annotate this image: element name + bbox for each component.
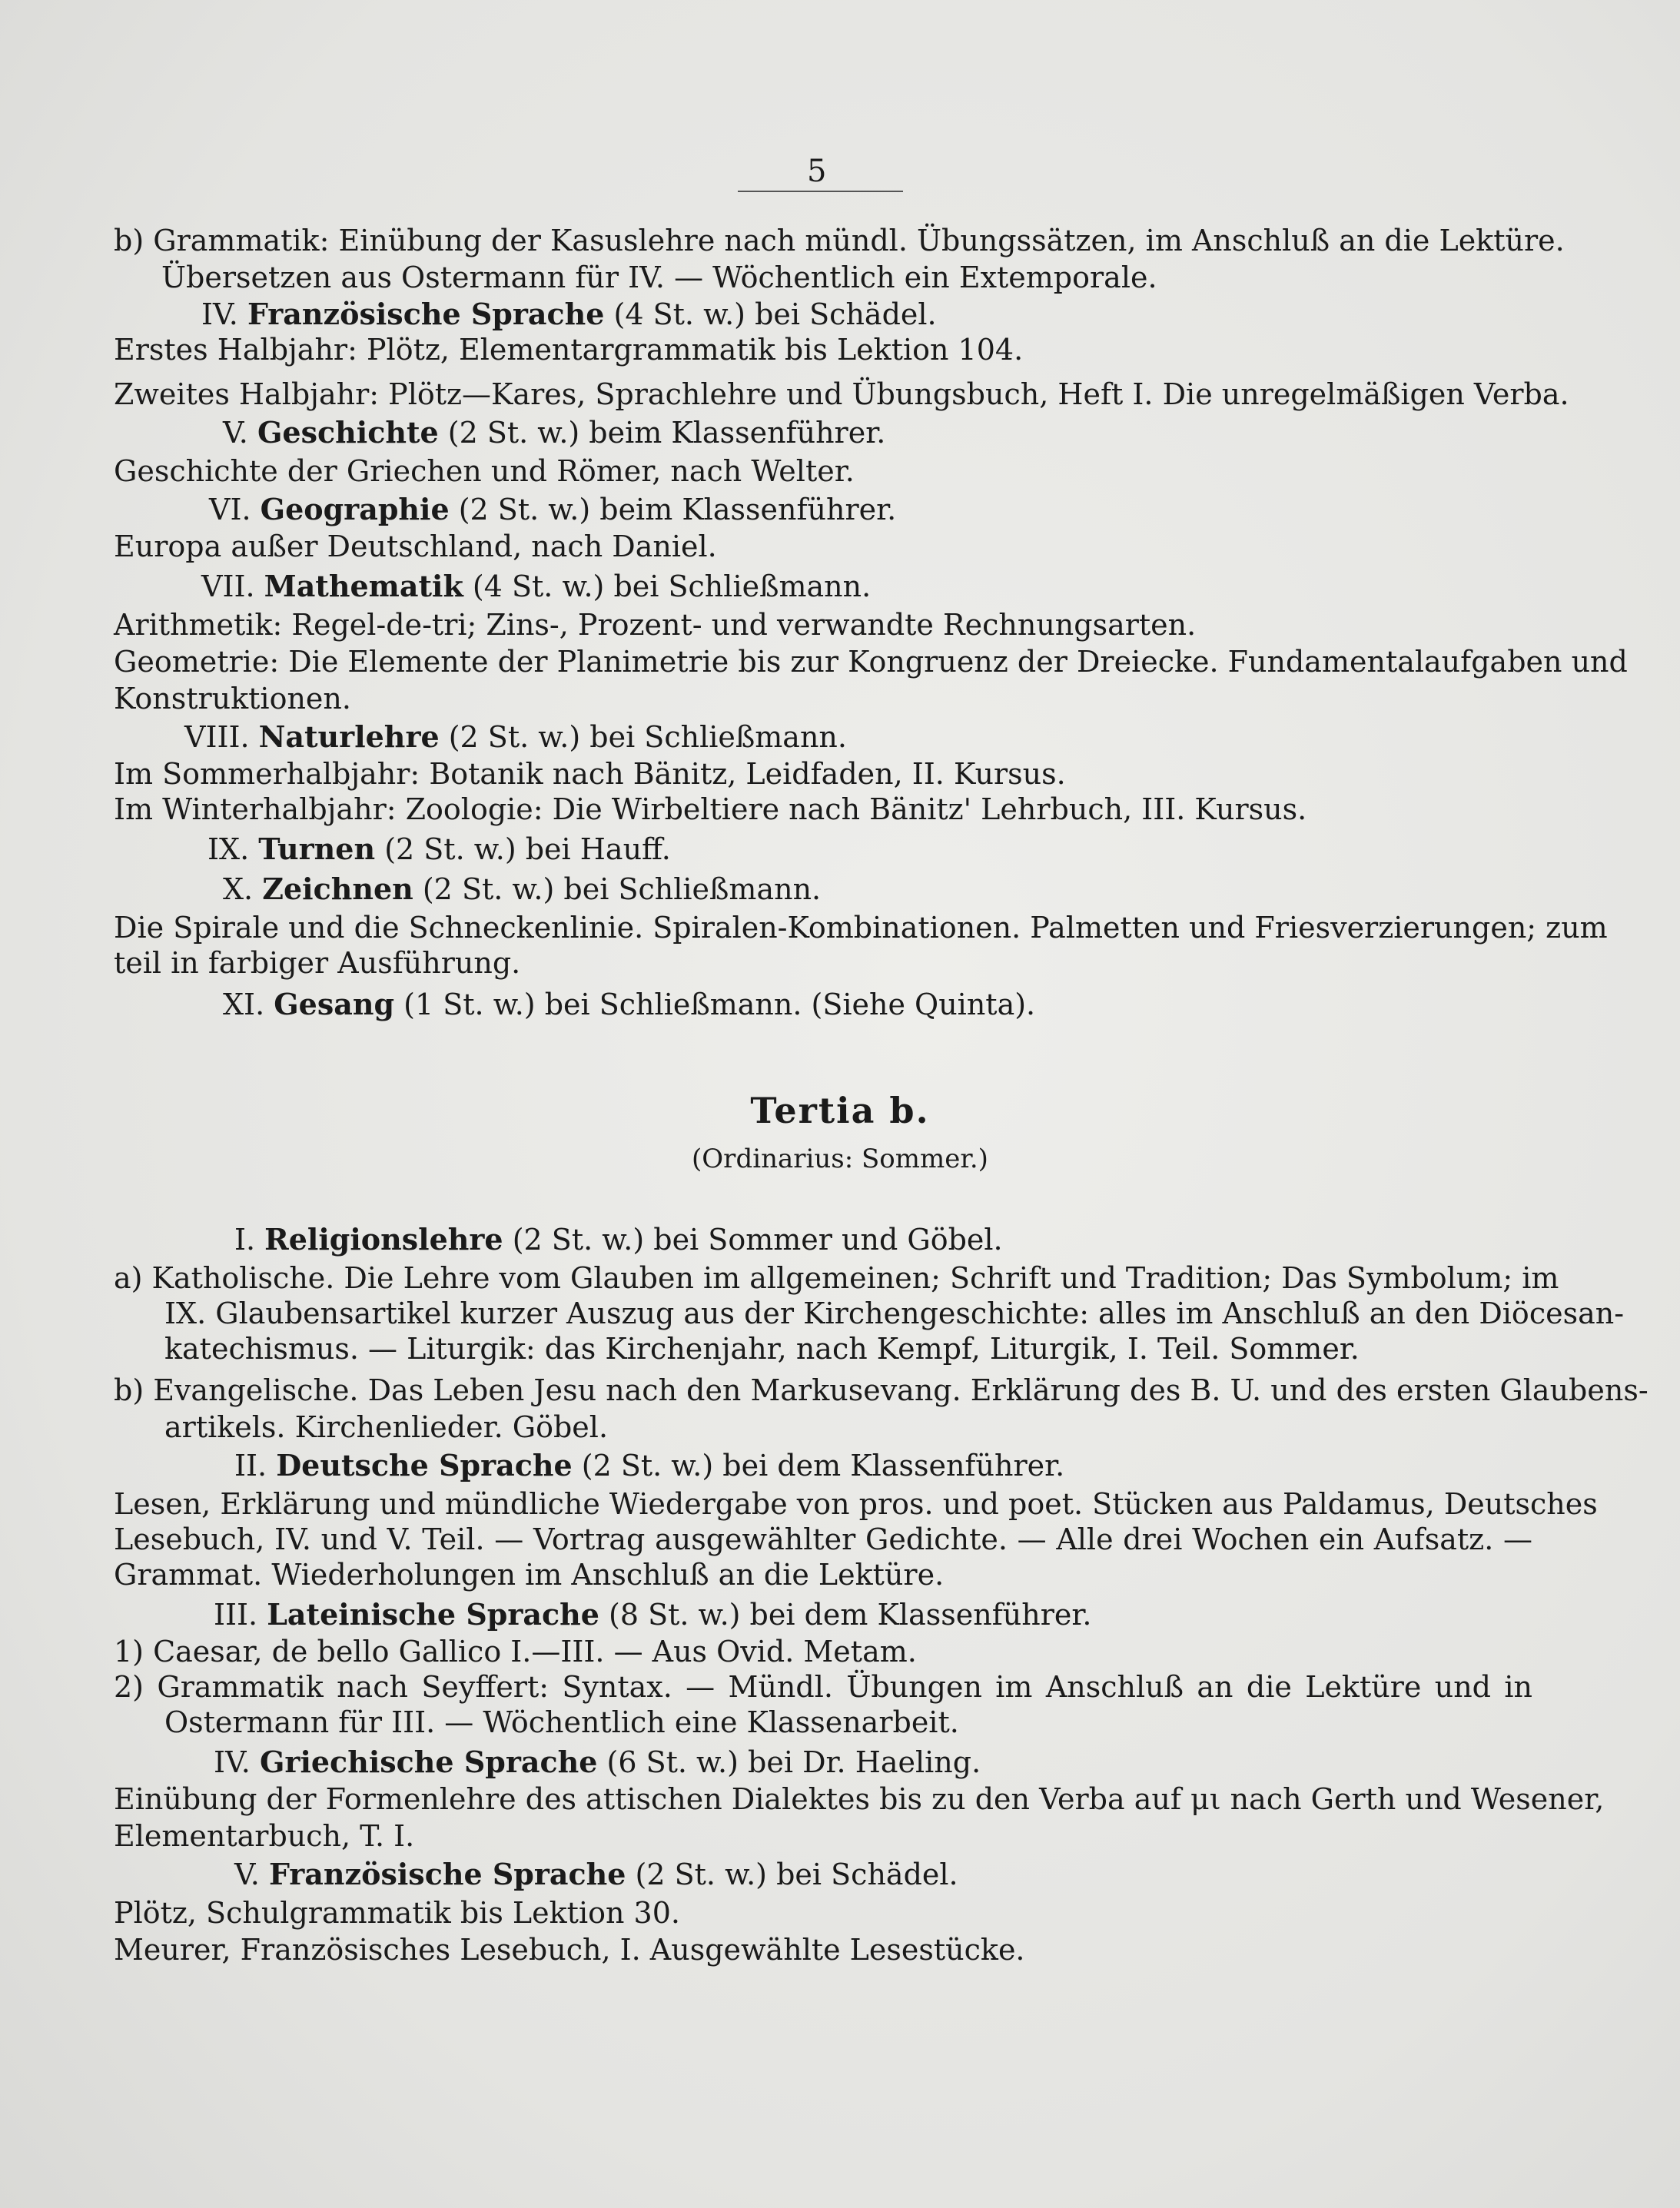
text-line xyxy=(214,1745,1532,1780)
line-text: Ostermann für III. — Wöchentlich eine Klassenarbeit. xyxy=(164,1705,959,1739)
line-text: Lesebuch, IV. und V. Teil. — Vortrag ausgewählter Gedichte. — Alle drei Wochen ein Aufsatz. — xyxy=(114,1522,1532,1556)
subject-heading: Gesang xyxy=(274,987,395,1021)
line-text: Plötz, Schulgrammatik bis Lektion 30. xyxy=(114,1896,680,1930)
line-text: Lesen, Erklärung und mündliche Wiedergabe von pros. und poet. Stücken aus Paldamus, Deutsches xyxy=(114,1487,1598,1521)
line-text: II. xyxy=(234,1449,277,1483)
line-text: IX. xyxy=(208,832,259,866)
line-text: Übersetzen aus Ostermann für IV. — Wöchentlich ein Extemporale. xyxy=(161,261,1157,294)
text-line xyxy=(114,1818,1532,1854)
text-line xyxy=(209,492,1532,527)
text-line xyxy=(114,1781,1605,1817)
line-text: Elementarbuch, T. I. xyxy=(114,1819,415,1853)
line-text: III. xyxy=(214,1598,267,1632)
line-text-after: (8 St. w.) bei dem Klassenführer. xyxy=(599,1598,1092,1632)
line-text: Konstruktionen. xyxy=(114,682,351,716)
text-line xyxy=(114,1557,1532,1592)
text-line xyxy=(114,1932,1532,1967)
text-line xyxy=(234,1222,1532,1257)
line-text-after: (2 St. w.) bei Hauff. xyxy=(375,832,671,866)
text-line xyxy=(114,529,1532,564)
text-line xyxy=(114,223,1565,258)
line-text: VII. xyxy=(201,569,264,603)
text-line xyxy=(164,1331,1532,1366)
text-line xyxy=(114,1373,1648,1408)
text-line xyxy=(184,719,1532,755)
line-text: Geschichte der Griechen und Römer, nach Welter. xyxy=(114,454,855,488)
section-title: Tertia b. xyxy=(750,1090,930,1131)
line-text: 1) Caesar, de bello Gallico I.—III. — Aus Ovid. Metam. xyxy=(114,1635,917,1668)
line-text: teil in farbiger Ausführung. xyxy=(114,946,521,980)
subject-heading: Mathematik xyxy=(264,569,463,603)
line-text: VI. xyxy=(209,493,261,526)
text-line xyxy=(114,792,1532,827)
text-line xyxy=(114,1260,1559,1296)
text-line xyxy=(201,569,1532,604)
line-text: b) Evangelische. Das Leben Jesu nach den Markusevang. Erklärung des B. U. und des ersten Glaubens- xyxy=(114,1373,1648,1407)
subject-heading: Geographie xyxy=(260,492,450,526)
line-text: Im Winterhalbjahr: Zoologie: Die Wirbeltiere nach Bänitz' Lehrbuch, III. Kursus. xyxy=(114,792,1307,826)
line-text: IV. xyxy=(214,1745,260,1779)
line-text: VIII. xyxy=(184,720,259,754)
line-text: Europa außer Deutschland, nach Daniel. xyxy=(114,530,717,563)
text-line xyxy=(114,1634,1532,1669)
subject-heading: Deutsche Sprache xyxy=(276,1448,573,1483)
line-text-after: (2 St. w.) bei Schädel. xyxy=(626,1858,958,1891)
text-line xyxy=(114,681,1532,716)
line-text: Einübung der Formenlehre des attischen Dialektes bis zu den Verba auf μι nach Gerth und Wesener, xyxy=(114,1782,1605,1816)
subject-heading: Französische Sprache xyxy=(247,297,605,331)
text-line xyxy=(201,297,1532,332)
line-text: b) Grammatik: Einübung der Kasuslehre nach mündl. Übungssätzen, im Anschluß an die Lektüre. xyxy=(114,224,1565,257)
line-text-after: (2 St. w.) beim Klassenführer. xyxy=(449,493,897,526)
text-line xyxy=(114,607,1532,642)
text-line xyxy=(114,1522,1532,1557)
section-subtitle: (Ordinarius: Sommer.) xyxy=(692,1144,988,1174)
text-line xyxy=(114,377,1569,412)
text-line xyxy=(214,1597,1532,1632)
line-text: I. xyxy=(234,1223,265,1257)
line-text: Zweites Halbjahr: Plötz—Kares, Sprachlehre und Übungsbuch, Heft I. Die unregelmäßigen Verba. xyxy=(114,377,1569,411)
line-text: Geometrie: Die Elemente der Planimetrie bis zur Kongruenz der Dreiecke. Fundamentalaufgaben und xyxy=(114,645,1628,679)
line-text: Arithmetik: Regel-de-tri; Zins-, Prozent- und verwandte Rechnungsarten. xyxy=(114,608,1197,642)
subject-heading: Griechische Sprache xyxy=(259,1745,598,1779)
text-line xyxy=(164,1705,1532,1740)
line-text-after: (4 St. w.) bei Schädel. xyxy=(604,297,937,331)
line-text: Grammat. Wiederholungen im Anschluß an die Lektüre. xyxy=(114,1558,945,1592)
subject-heading: Lateinische Sprache xyxy=(267,1597,599,1632)
line-text: IX. Glaubensartikel kurzer Auszug aus der Kirchengeschichte: alles im Anschluß an den Diöcesan- xyxy=(164,1297,1625,1330)
line-text: X. xyxy=(223,872,263,906)
text-line xyxy=(223,987,1532,1022)
line-text: V. xyxy=(223,416,257,450)
line-text-after: (2 St. w.) bei Schließmann. xyxy=(413,872,822,906)
text-line xyxy=(223,415,1532,450)
text-line xyxy=(114,1895,1532,1931)
text-line xyxy=(114,1486,1598,1522)
text-line xyxy=(114,945,1532,981)
text-line xyxy=(114,1669,1532,1705)
text-line xyxy=(114,644,1628,679)
line-text: Die Spirale und die Schneckenlinie. Spiralen-Kombinationen. Palmetten und Friesverzierungen; zum xyxy=(114,911,1608,945)
line-text: katechismus. — Liturgik: das Kirchenjahr, nach Kempf, Liturgik, I. Teil. Sommer. xyxy=(164,1332,1360,1366)
subject-heading: Religionslehre xyxy=(264,1222,503,1257)
text-line xyxy=(164,1409,1532,1445)
text-line xyxy=(114,910,1608,945)
page-number-rule xyxy=(738,191,903,192)
line-text: Meurer, Französisches Lesebuch, I. Ausgewählte Lesestücke. xyxy=(114,1933,1025,1967)
line-text: V. xyxy=(234,1858,269,1891)
line-text-after: (2 St. w.) bei dem Klassenführer. xyxy=(572,1449,1065,1483)
text-line xyxy=(164,1296,1625,1331)
text-line xyxy=(161,260,1532,295)
subject-heading: Geschichte xyxy=(257,415,439,450)
line-text-after: (1 St. w.) bei Schließmann. (Siehe Quinta). xyxy=(394,988,1036,1021)
text-line xyxy=(223,872,1532,907)
subject-heading: Zeichnen xyxy=(262,872,413,906)
text-line xyxy=(234,1857,1532,1892)
text-line xyxy=(114,453,1532,489)
line-text: Im Sommerhalbjahr: Botanik nach Bänitz, Leidfaden, II. Kursus. xyxy=(114,757,1066,791)
page-number: 5 xyxy=(807,154,827,189)
line-text: IV. xyxy=(201,297,247,331)
subject-heading: Französische Sprache xyxy=(268,1857,626,1891)
line-text-after: (4 St. w.) bei Schließmann. xyxy=(463,569,872,603)
line-text: Erstes Halbjahr: Plötz, Elementargrammatik bis Lektion 104. xyxy=(114,333,1024,367)
line-text: artikels. Kirchenlieder. Göbel. xyxy=(164,1410,609,1444)
line-text: 2) Grammatik nach Seyffert: Syntax. — Mündl. Übungen im Anschluß an die Lektüre und in xyxy=(114,1670,1532,1704)
line-text: a) Katholische. Die Lehre vom Glauben im allgemeinen; Schrift und Tradition; Das Symbolum; im xyxy=(114,1261,1559,1295)
text-line xyxy=(208,832,1532,867)
text-line xyxy=(114,332,1532,367)
text-line xyxy=(114,756,1532,792)
line-text-after: (2 St. w.) beim Klassenführer. xyxy=(438,416,886,450)
text-line xyxy=(234,1448,1532,1483)
line-text-after: (2 St. w.) bei Schließmann. xyxy=(439,720,847,754)
line-text-after: (2 St. w.) bei Sommer und Göbel. xyxy=(503,1223,1003,1257)
line-text-after: (6 St. w.) bei Dr. Haeling. xyxy=(597,1745,981,1779)
line-text: XI. xyxy=(223,988,274,1021)
subject-heading: Turnen xyxy=(258,832,376,866)
subject-heading: Naturlehre xyxy=(258,719,440,754)
